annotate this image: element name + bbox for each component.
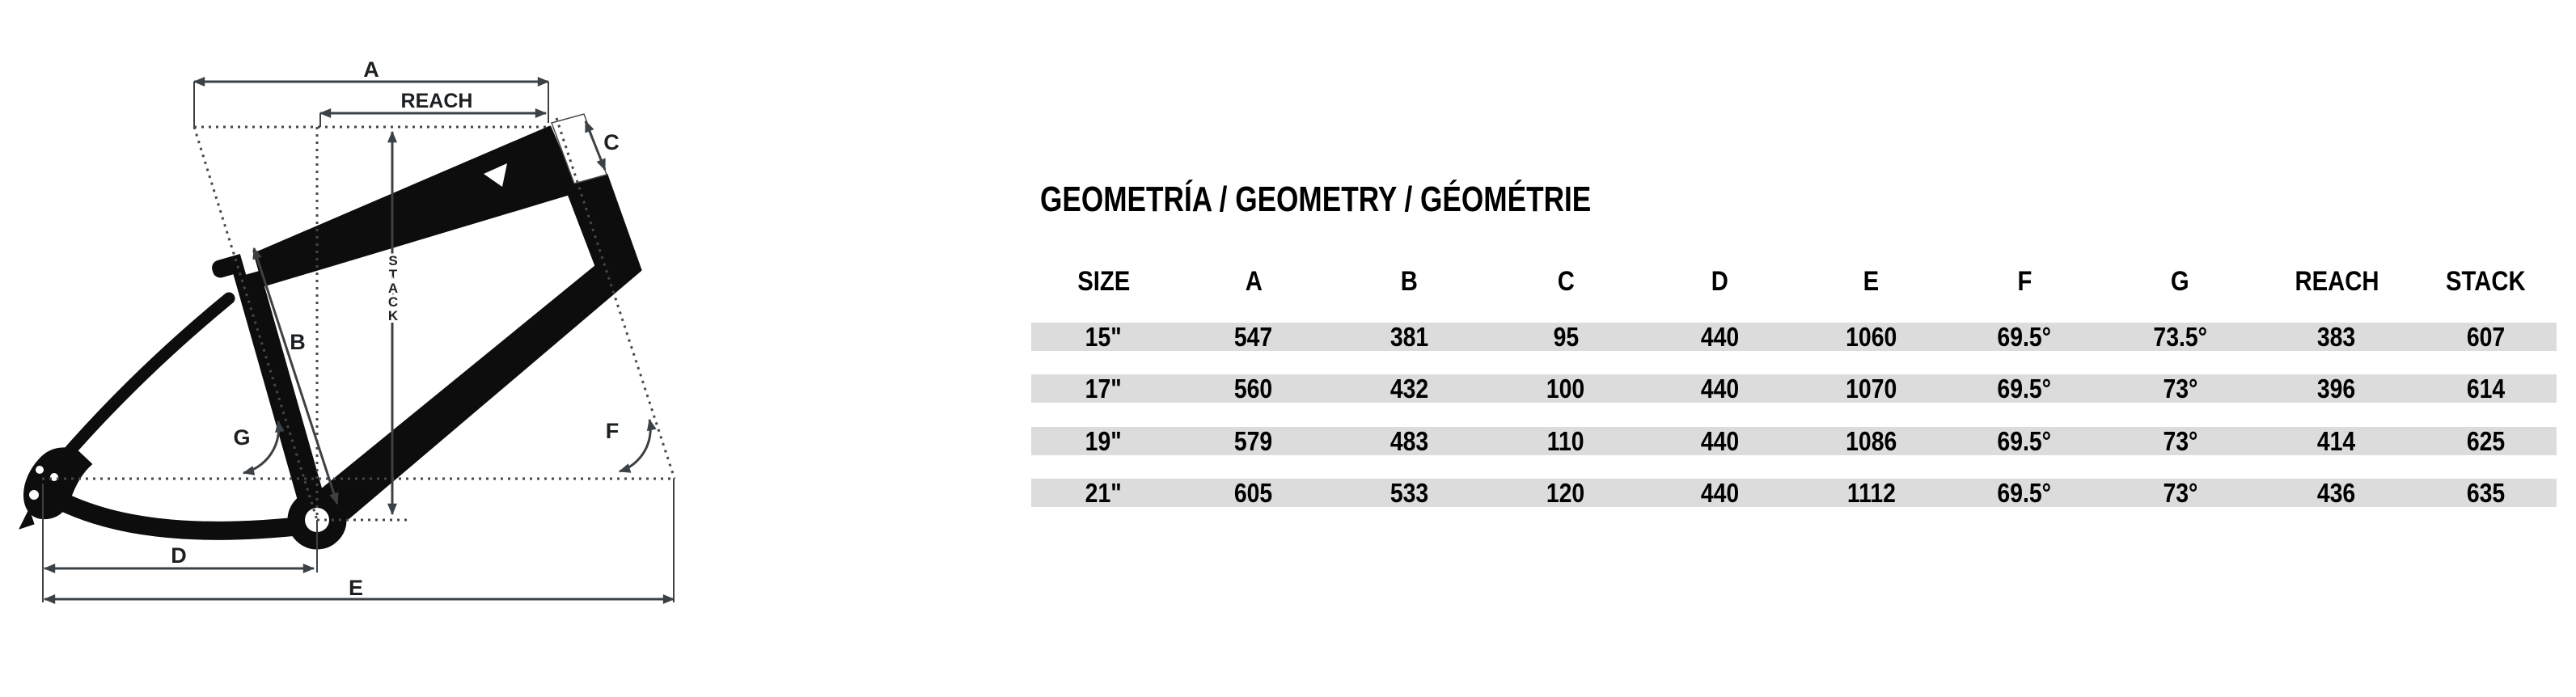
header-cell-stack [2415,267,2557,296]
value-cell [1796,479,1947,507]
cell-value: 432 [1390,374,1429,403]
table-row [1031,427,2557,455]
cell-value: 440 [1700,322,1740,352]
value-cell [1947,323,2102,351]
cell-value: 560 [1234,374,1273,403]
header-cell-reach [2258,267,2415,296]
value-cell [2415,374,2557,403]
value-cell [1644,427,1796,455]
table-row [1031,374,2557,403]
value-cell [2258,323,2415,351]
header-cell-label: G [2171,266,2189,297]
cell-value: 21" [1085,478,1123,508]
value-cell [1947,427,2102,455]
header-cell-c [1487,267,1644,296]
value-cell [2102,374,2258,403]
header-cell-label: E [1863,266,1880,297]
value-cell [2102,427,2258,455]
cell-value: 73° [2163,478,2197,508]
value-cell [1796,427,1947,455]
value-cell [1176,427,1331,455]
cell-value: 533 [1390,478,1429,508]
value-cell [2415,323,2557,351]
value-cell [1796,323,1947,351]
cell-value: 614 [2466,374,2506,403]
header-cell-label: STACK [2446,266,2526,297]
cell-value: 383 [2317,322,2356,352]
value-cell [1331,427,1487,455]
value-cell [2415,427,2557,455]
header-cell-size [1031,267,1176,296]
cell-value: 440 [1700,426,1740,456]
dim-label-a: A [363,57,379,82]
cell-value: 1070 [1845,374,1897,403]
geometry-diagram [0,0,728,697]
size-cell [1031,374,1176,403]
header-cell-label: A [1245,266,1263,297]
geometry-table [1031,0,2557,697]
value-cell [2102,323,2258,351]
dim-label-stack: S T A C K [387,253,399,323]
frame-seat-tube [233,264,329,523]
cell-value: 579 [1234,426,1273,456]
header-cell-label: B [1400,266,1419,297]
cell-value: 15" [1085,322,1123,352]
value-cell [1176,323,1331,351]
value-cell [1487,323,1644,351]
header-cell-label: SIZE [1077,266,1130,297]
cell-value: 73° [2163,374,2197,403]
cell-value: 547 [1234,322,1273,352]
table-header-row [1031,267,2557,296]
dim-f-arc [620,420,650,471]
cell-value: 605 [1234,478,1273,508]
cell-value: 100 [1546,374,1585,403]
header-cell-g [2102,267,2258,296]
header-cell-label: D [1711,266,1729,297]
header-cell-label: F [2017,266,2032,297]
cell-value: 73° [2163,426,2197,456]
size-cell [1031,479,1176,507]
value-cell [2258,374,2415,403]
table-row [1031,323,2557,351]
dropout-hole [36,466,44,474]
header-cell-label: REACH [2295,266,2379,297]
value-cell [1331,479,1487,507]
table-title: GEOMETRÍA / GEOMETRY / GÉOMÉTRIE [1040,180,1592,219]
cell-value: 381 [1390,322,1429,352]
size-cell [1031,427,1176,455]
value-cell [1796,374,1947,403]
cell-value: 120 [1546,478,1585,508]
seat-axis-line [194,127,317,520]
header-cell-label: C [1557,266,1575,297]
dim-label-c: C [603,130,620,154]
header-cell-d [1644,267,1796,296]
cell-value: 69.5° [1997,478,2052,508]
cell-value: 17" [1085,374,1123,403]
header-cell-f [1947,267,2102,296]
cell-value: 1086 [1845,426,1897,456]
header-cell-a [1176,267,1331,296]
value-cell [1644,374,1796,403]
value-cell [2258,479,2415,507]
cell-value: 1060 [1845,322,1897,352]
value-cell [1176,374,1331,403]
dim-label-e: E [348,576,364,600]
cell-value: 436 [2317,478,2356,508]
cell-value: 73.5° [2153,322,2207,352]
cell-value: 69.5° [1997,322,2052,352]
cell-value: 396 [2317,374,2356,403]
header-cell-e [1796,267,1947,296]
cell-value: 110 [1547,426,1584,456]
cell-value: 1112 [1846,478,1896,508]
cell-value: 95 [1553,322,1579,352]
value-cell [2102,479,2258,507]
dim-label-reach: REACH [400,90,473,112]
value-cell [1331,323,1487,351]
value-cell [1947,374,2102,403]
frame-cable-boss [279,376,286,383]
cell-value: 635 [2466,478,2506,508]
value-cell [1487,427,1644,455]
value-cell [1176,479,1331,507]
frame-seat-stay [50,298,229,474]
cell-value: 69.5° [1997,374,2052,403]
value-cell [1487,479,1644,507]
cell-value: 625 [2466,426,2506,456]
dim-label-b: B [290,330,306,354]
header-cell-b [1331,267,1487,296]
value-cell [1947,479,2102,507]
value-cell [1331,374,1487,403]
cell-value: 440 [1700,374,1740,403]
value-cell [1644,479,1796,507]
frame-chain-stay [44,492,312,530]
dropout-hole [29,490,39,500]
cell-value: 440 [1700,478,1740,508]
dim-label-g: G [233,425,251,450]
cell-value: 19" [1085,426,1123,456]
dim-label-d: D [171,543,187,568]
size-cell [1031,323,1176,351]
dim-label-f: F [605,419,620,443]
value-cell [1487,374,1644,403]
bike-frame-silhouette [19,127,641,549]
cell-value: 607 [2466,322,2506,352]
cell-value: 414 [2317,426,2356,456]
cell-value: 69.5° [1997,426,2052,456]
cell-value: 483 [1390,426,1429,456]
table-row [1031,479,2557,507]
value-cell [1644,323,1796,351]
value-cell [2258,427,2415,455]
frame-cable-boss [286,412,294,419]
value-cell [2415,479,2557,507]
